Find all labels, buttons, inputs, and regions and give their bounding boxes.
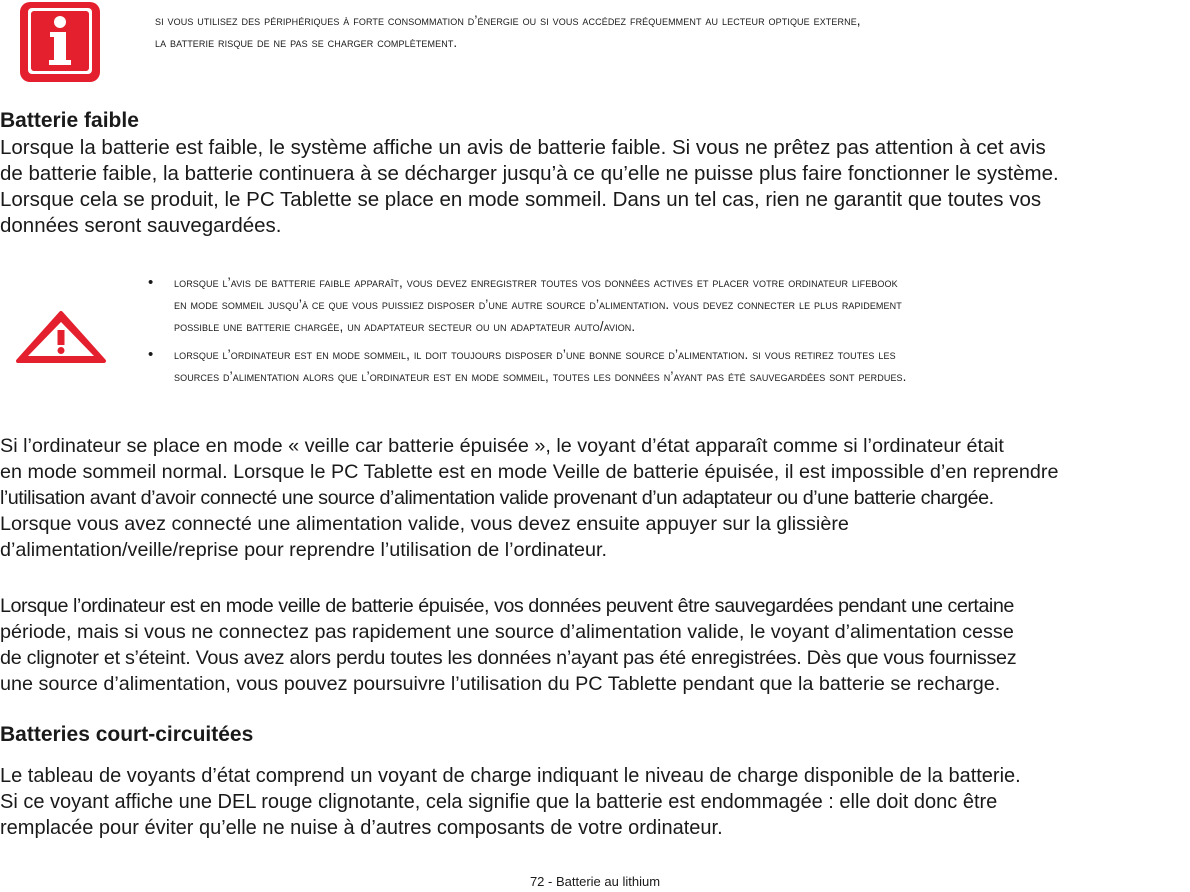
page-footer: 72 - Batterie au lithium xyxy=(529,874,661,889)
paragraph-line: Lorsque l’ordinateur est en mode veille de batterie épuisée, vos données peuvent être sauvegardées pendant une certaine xyxy=(0,595,1014,617)
info-note-text xyxy=(155,10,861,54)
caution-item xyxy=(148,344,907,388)
info-note-line: si vous utilisez des périphériques à forte consommation d’énergie ou si vous accédez fréquemment au lecteur optique externe, xyxy=(155,13,861,28)
paragraph-line: l’utilisation avant d’avoir connecté une source d’alimentation valide provenant d’un adaptateur ou d’une batterie chargée. xyxy=(0,487,994,509)
paragraph-line: Lorsque cela se produit, le PC Tablette se place en mode sommeil. Dans un tel cas, rien ne garantit que toutes vos xyxy=(0,188,1042,211)
caution-line: sources d’alimentation alors que l’ordinateur est en mode sommeil, toutes les données n’ayant pas été sauvegardées sont perdues. xyxy=(174,369,907,384)
bullet: • xyxy=(148,274,154,291)
low-battery-paragraph xyxy=(0,135,1059,239)
paragraph-line: en mode sommeil normal. Lorsque le PC Tablette est en mode Veille de batterie épuisée, il est impossible d’en reprendre xyxy=(0,461,1059,483)
paragraph-line: d’alimentation/veille/reprise pour reprendre l’utilisation de l’ordinateur. xyxy=(0,539,607,561)
bullet: • xyxy=(148,346,154,363)
section-heading-low-battery: Batterie faible xyxy=(0,109,139,132)
caution-line: possible une batterie chargée, un adaptateur secteur ou un adaptateur auto/avion. xyxy=(174,319,636,334)
caution-line: en mode sommeil jusqu’à ce que vous puissiez disposer d’une autre source d’alimentation. vous devez connecter le plus rapidement xyxy=(174,297,902,312)
paragraph-line: Le tableau de voyants d’état comprend un voyant de charge indiquant le niveau de charge disponible de la batterie. xyxy=(0,765,1021,787)
paragraph-line: Si l’ordinateur se place en mode « veille car batterie épuisée », le voyant d’état apparaît comme si l’ordinateur était xyxy=(0,435,1004,457)
paragraph-line: de batterie faible, la batterie continuera à se décharger jusqu’à ce qu’elle ne puisse plus faire fonctionner le système. xyxy=(0,162,1059,185)
data-paragraph xyxy=(0,593,1016,697)
info-icon xyxy=(18,0,102,84)
section-heading-shorted-batteries: Batteries court-circuitées xyxy=(0,723,254,746)
warning-icon xyxy=(14,310,108,364)
info-note-line: la batterie risque de ne pas se charger complètement. xyxy=(155,35,458,50)
caution-line: lorsque l’avis de batterie faible apparaît, vous devez enregistrer toutes vos données actives et placer votre ordinateur lifebook xyxy=(174,275,898,290)
shorted-batteries-paragraph xyxy=(0,763,1021,841)
standby-paragraph xyxy=(0,433,1059,563)
paragraph-line: remplacée pour éviter qu’elle ne nuise à d’autres composants de votre ordinateur. xyxy=(0,817,723,839)
paragraph-line: données seront sauvegardées. xyxy=(0,214,282,237)
caution-list xyxy=(148,272,907,388)
paragraph-line: de clignoter et s’éteint. Vous avez alors perdu toutes les données n’ayant pas été enregistrées. Dès que vous fournissez xyxy=(0,647,1017,669)
paragraph-line: Si ce voyant affiche une DEL rouge clignotante, cela signifie que la batterie est endommagée : elle doit donc être xyxy=(0,791,998,813)
paragraph-line: Lorsque vous avez connecté une alimentation valide, vous devez ensuite appuyer sur la glissière xyxy=(0,513,849,535)
paragraph-line: une source d’alimentation, vous pouvez poursuivre l’utilisation du PC Tablette pendant que la batterie se recharge. xyxy=(0,673,1001,695)
caution-note xyxy=(148,272,907,394)
paragraph-line: période, mais si vous ne connectez pas rapidement une source d’alimentation valide, le voyant d’alimentation cesse xyxy=(0,621,1014,643)
caution-line: lorsque l’ordinateur est en mode sommeil, il doit toujours disposer d’une bonne source d’alimentation. si vous retirez toutes les xyxy=(174,347,896,362)
caution-item xyxy=(148,272,907,338)
paragraph-line: Lorsque la batterie est faible, le système affiche un avis de batterie faible. Si vous ne prêtez pas attention à cet avis xyxy=(0,136,1046,159)
